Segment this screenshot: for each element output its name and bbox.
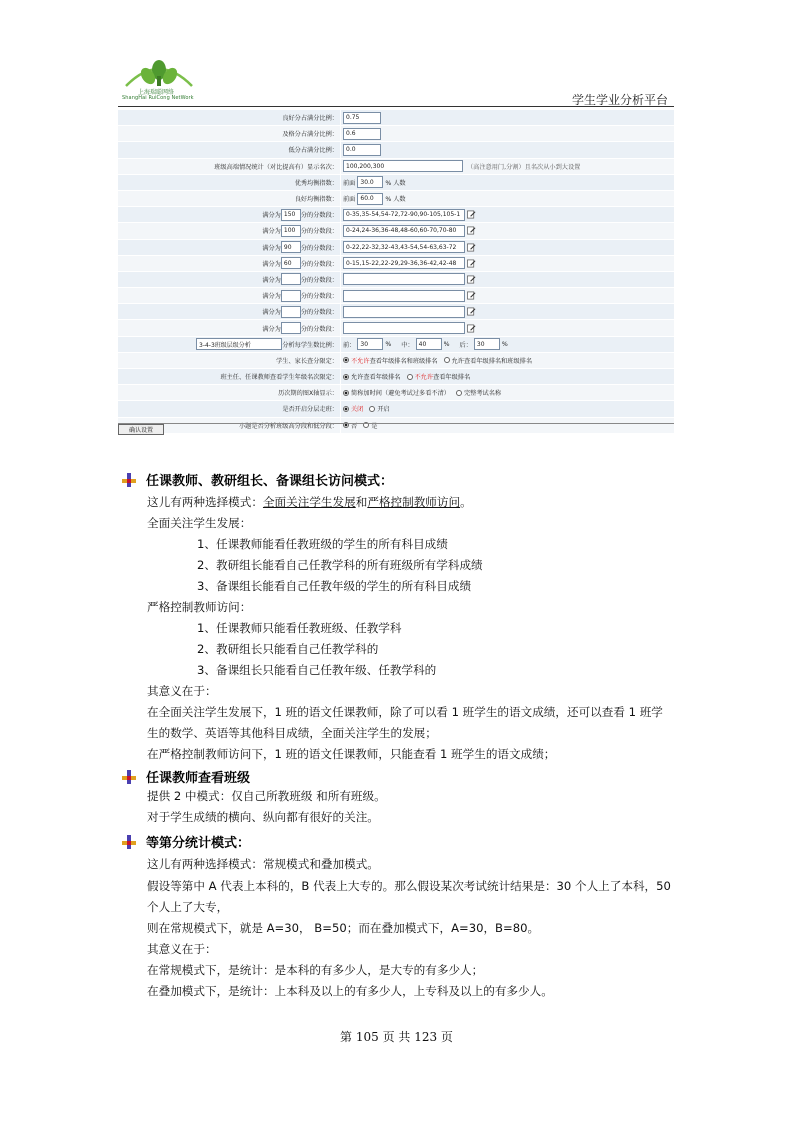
- setting-row: [118, 175, 674, 191]
- front-ratio-input[interactable]: 30: [357, 338, 383, 350]
- intro-text: 这儿有两种选择模式：全面关注学生发展和严格控制教师访问。: [147, 495, 472, 509]
- list-item: 1、任课教师能看任教班级的学生的所有科目成绩: [197, 537, 448, 551]
- edit-icon[interactable]: [467, 226, 476, 235]
- mode-title: 全面关注学生发展：: [147, 516, 252, 530]
- suffix-text: % 人数: [385, 179, 406, 187]
- option-label: 是: [371, 422, 378, 430]
- radio-button[interactable]: [444, 357, 450, 363]
- option-label: 否: [351, 422, 358, 430]
- option-row: 班主任、任课教师查看学生年级名次限定： 允许查看年级排名 不允许查看年级排名: [118, 369, 674, 385]
- pass-ratio-input[interactable]: 0.6: [343, 128, 381, 140]
- ratio-label: 分析每学生数比例：: [282, 341, 338, 349]
- page-footer: 第 105 页 共 123 页: [340, 1030, 453, 1044]
- segment-input[interactable]: 0-15,15-22,22-29,29-36,36-42,42-48: [343, 257, 465, 269]
- list-item: 3、备课组长只能看自己任教年级、任教学科的: [197, 663, 437, 677]
- paragraph-line: 其意义在于：: [147, 942, 217, 956]
- paragraph-line: 对于学生成绩的横向、纵向都有很好的关注。: [147, 810, 379, 824]
- paragraph-line: 假设等第中 A 代表上本科的，B 代表上大专的。那么假设某次考试统计结果是：30 个人上了本科，50: [147, 879, 671, 893]
- setting-label: 班级高端情况统计（对比提高有）显示名次：: [118, 159, 341, 174]
- option-label: 开启: [377, 406, 390, 414]
- radio-button[interactable]: [343, 357, 349, 363]
- edit-icon[interactable]: [467, 291, 476, 300]
- list-item: 2、教研组长只能看自己任教学科的: [197, 642, 379, 656]
- radio-button[interactable]: [407, 374, 413, 380]
- full-score-input[interactable]: 100: [281, 225, 301, 237]
- logo-chinese-name: 上海瑞聪网络: [138, 89, 175, 96]
- setting-row: [118, 142, 674, 158]
- radio-button[interactable]: [343, 390, 349, 396]
- ratio-row: 3-4-3班级层级分析 分析每学生数比例： 前： 30 % 中： 40 % 后： 30 %: [118, 337, 674, 353]
- setting-row: [118, 191, 674, 207]
- edit-icon[interactable]: [467, 210, 476, 219]
- radio-button[interactable]: [343, 374, 349, 380]
- platform-title: 学生学业分析平台: [571, 93, 668, 107]
- segment-input[interactable]: 0-35,35-54,54-72,72-90,90-105,105-1: [343, 209, 465, 221]
- score-segment-row: 满分为 分的分数段：: [118, 320, 674, 336]
- section-heading: 等第分统计模式：: [122, 832, 250, 851]
- paragraph-line: 个人上了大专，: [147, 900, 229, 914]
- score-segment-row: 满分为 100 分的分数段： 0-24,24-36,36-48,48-60,60-70,70-80: [118, 223, 674, 239]
- setting-label: 良好均衡指数：: [118, 191, 341, 206]
- segment-input[interactable]: [343, 290, 465, 302]
- mode-link-strict: 严格控制教师访问: [367, 495, 461, 509]
- option-label: 简称加时间（避免考试过多看不清）: [351, 390, 450, 398]
- suffix-text: % 人数: [385, 196, 406, 204]
- good-ratio-input[interactable]: 0.75: [343, 112, 381, 124]
- option-label: 不允许查看年级排名和班级排名: [351, 357, 438, 365]
- edit-icon[interactable]: [467, 243, 476, 252]
- section-heading: 任课教师、教研组长、备课组长访问模式：: [122, 470, 393, 489]
- header-divider: [118, 106, 674, 107]
- paragraph-line: 在叠加模式下，是统计：上本科及以上的有多少人，上专科及以上的有多少人。: [147, 984, 553, 998]
- radio-button[interactable]: [343, 406, 349, 412]
- radio-button[interactable]: [369, 406, 375, 412]
- bullet-icon: [122, 473, 136, 487]
- setting-row: [118, 126, 674, 142]
- paragraph-line: 生的数学、英语等其他科目成绩，全面关注学生的发展；: [147, 726, 437, 740]
- option-row: 学生、家长查分限定： 不允许查看年级排名和班级排名 允许查看年级排名和班级排名: [118, 353, 674, 369]
- edit-icon[interactable]: [467, 307, 476, 316]
- full-score-input[interactable]: 90: [281, 241, 301, 253]
- full-score-input[interactable]: [281, 273, 301, 285]
- excellent-balance-input[interactable]: 30.0: [357, 176, 383, 188]
- paragraph-line: 在全面关注学生发展下，1 班的语文任课教师，除了可以看 1 班学生的语文成绩，还可以查看 1 班学: [147, 705, 663, 719]
- rank-display-input[interactable]: 100,200,300: [343, 160, 463, 172]
- back-ratio-input[interactable]: 30: [474, 338, 500, 350]
- score-segment-row: 满分为 60 分的分数段： 0-15,15-22,22-29,29-36,36-42,42-48: [118, 256, 674, 272]
- full-score-input[interactable]: [281, 322, 301, 334]
- meaning-title: 其意义在于：: [147, 684, 217, 698]
- option-label: 关闭: [351, 406, 364, 414]
- rank-display-note: （高注意用门,分割）且名次从小到大设置: [467, 163, 581, 171]
- low-ratio-input[interactable]: 0.0: [343, 144, 381, 156]
- radio-button[interactable]: [456, 390, 462, 396]
- option-label: 允许查看年级排名和班级排名: [451, 357, 533, 365]
- section-heading: 任课教师查看班级: [122, 767, 250, 786]
- setting-label: 及格分占满分比例：: [118, 126, 341, 141]
- setting-label: 低分占满分比例：: [118, 142, 341, 157]
- paragraph-line: 这儿有两种选择模式：常规模式和叠加模式。: [147, 857, 379, 871]
- option-row: 历次期的图X轴显示： 简称加时间（避免考试过多看不清） 完整考试名称: [118, 385, 674, 401]
- paragraph-line: 在严格控制教师访问下，1 班的语文任课教师，只能查看 1 班学生的语文成绩；: [147, 747, 556, 761]
- option-label: 完整考试名称: [464, 390, 502, 398]
- edit-icon[interactable]: [467, 324, 476, 333]
- form-divider: [118, 423, 674, 424]
- edit-icon[interactable]: [467, 275, 476, 284]
- setting-row: [118, 110, 674, 126]
- prefix-text: 前面: [343, 196, 356, 204]
- score-segment-row: 满分为 90 分的分数段： 0-22,22-32,32-43,43-54,54-63,63-72: [118, 240, 674, 256]
- score-segment-row: 满分为 分的分数段：: [118, 304, 674, 320]
- segment-input[interactable]: 0-22,22-32,32-43,43-54,54-63,63-72: [343, 241, 465, 253]
- setting-row: [118, 159, 674, 175]
- good-balance-input[interactable]: 60.0: [357, 193, 383, 205]
- edit-icon[interactable]: [467, 259, 476, 268]
- segment-input[interactable]: [343, 273, 465, 285]
- bullet-icon: [122, 835, 136, 849]
- full-score-input[interactable]: [281, 306, 301, 318]
- prefix-text: 前面: [343, 179, 356, 187]
- option-label: 不允许查看年级排名: [414, 374, 471, 382]
- option-row: 是否开启分层走班： 关闭 开启: [118, 401, 674, 417]
- score-segment-row: 满分为 分的分数段：: [118, 272, 674, 288]
- segment-input[interactable]: [343, 322, 465, 334]
- list-item: 1、任课教师只能看任教班级、任教学科: [197, 621, 402, 635]
- list-item: 2、教研组长能看自己任教学科的所有班级所有学科成绩: [197, 558, 483, 572]
- list-item: 3、备课组长能看自己任教年级的学生的所有科目成绩: [197, 579, 472, 593]
- analysis-mode-select[interactable]: 3-4-3班级层级分析: [196, 338, 282, 350]
- mode-link-full: 全面关注学生发展: [262, 495, 356, 509]
- bullet-icon: [122, 770, 136, 784]
- mid-ratio-input[interactable]: 40: [416, 338, 442, 350]
- setting-label: 优秀均衡指数：: [118, 175, 341, 190]
- segment-input[interactable]: [343, 306, 465, 318]
- option-row: 小题是否分析班级高分段和低分段： 否 是: [118, 418, 674, 434]
- confirm-settings-button[interactable]: 确认设置: [118, 424, 164, 435]
- option-label: 允许查看年级排名: [351, 374, 401, 382]
- segment-input[interactable]: 0-24,24-36,36-48,48-60,60-70,70-80: [343, 225, 465, 237]
- full-score-input[interactable]: 60: [281, 257, 301, 269]
- paragraph-line: 则在常规模式下，就是 A=30， B=50；而在叠加模式下，A=30，B=80。: [147, 921, 540, 935]
- paragraph-line: 在常规模式下，是统计：是本科的有多少人，是大专的有多少人；: [147, 963, 484, 977]
- full-score-input[interactable]: [281, 290, 301, 302]
- logo-english-name: ShangHai RuiCong NetWork: [122, 95, 194, 101]
- score-segment-row: 满分为 150 分的分数段： 0-35,35-54,54-72,72-90,90-105,105-1: [118, 207, 674, 223]
- mode-title: 严格控制教师访问：: [147, 600, 252, 614]
- settings-form: [118, 110, 674, 434]
- full-score-input[interactable]: 150: [281, 209, 301, 221]
- paragraph-line: 提供 2 中模式：仅自己所教班级 和所有班级。: [147, 789, 386, 803]
- setting-label: 良好分占满分比例：: [118, 110, 341, 125]
- score-segment-row: 满分为 分的分数段：: [118, 288, 674, 304]
